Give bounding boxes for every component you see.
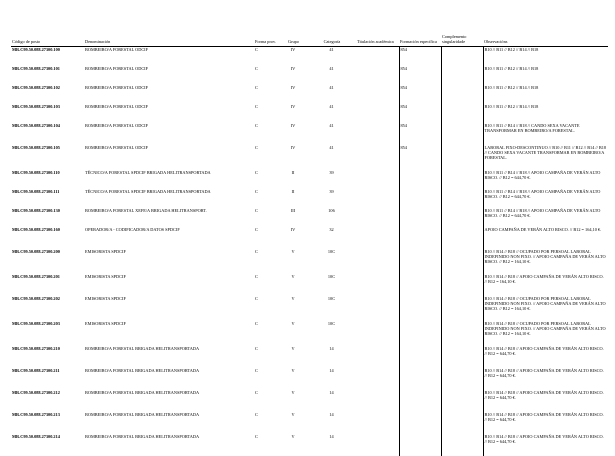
cell-codigo: MR.C99.50.088.27300.212 [12,390,60,396]
cell-codigo: MR.C99.50.088.27300.213 [12,412,60,418]
table-row [11,390,608,412]
table-row [11,104,608,123]
cell-categoria: 14 [329,434,334,440]
cell-observacions: B10 // B11 // B12 // B14 // B18 [484,47,539,53]
cell-codigo: MR.C99.50.088.27300.110 [12,170,60,176]
cell-complemento [441,346,483,368]
cell-denominacion: BOMBEIRO/A FORESTAL ODCIF [85,85,149,91]
cell-denominacion: OPERADOR/A - CODIFICADOR/A DATOS SPDCIF [85,227,180,233]
cell-grupo: II [291,170,295,176]
cell-codigo: MR.C99.50.088.27300.111 [12,189,60,195]
cell-formacion [399,189,441,208]
table-row [11,321,608,346]
cell-titulacion [356,170,399,189]
cell-formacion [399,412,441,434]
cell-categoria: 41 [329,123,334,129]
cell-denominacion: BOMBEIRO/A FORESTAL ODCIF [85,66,149,72]
cell-formacion [399,321,441,346]
cell-forma-prov: C [255,249,258,255]
cell-grupo: V [291,249,295,255]
cell-complemento [441,208,483,227]
table-row [11,47,608,67]
cell-categoria: 39 [329,189,334,195]
cell-titulacion [356,346,399,368]
cell-formacion [399,434,441,456]
cell-titulacion [356,274,399,296]
table-row [11,66,608,85]
cell-categoria: 10C [327,321,336,327]
cell-forma-prov: C [255,434,258,440]
cell-denominacion: BOMBEIRO/A FORESTAL ODCIF [85,47,149,53]
cell-categoria: 41 [329,145,334,151]
cell-observacions: B10 // B11 // B12 // B14 // B18 [484,104,539,110]
table-row [11,123,608,145]
table-row [11,85,608,104]
cell-titulacion [356,249,399,274]
cell-forma-prov: C [255,346,258,352]
cell-observacions: B10 // B14 // B18 // APOIO CAMPAÑA DE VERÁN ALTO RISCO. // B12 = 644,70 €. [484,390,604,401]
cell-complemento [441,390,483,412]
table-row [11,412,608,434]
cell-categoria: 14 [329,390,334,396]
table-row [11,208,608,227]
cell-codigo: MR.C99.50.088.27300.202 [12,296,60,302]
table-row [11,346,608,368]
cell-complemento [441,170,483,189]
cell-denominacion: EMISORISTA SPDCIF [85,249,126,255]
cell-observacions: B10 // B14 // B18 // APOIO CAMPAÑA DE VERÁN ALTO RISCO. // B12 = 644,70 €. [484,368,604,379]
cell-codigo: MR.C99.50.088.27300.102 [12,85,60,91]
cell-forma-prov: C [255,145,258,151]
cell-categoria: 32 [329,227,334,233]
cell-grupo: IV [290,47,296,53]
cell-forma-prov: C [255,321,258,327]
table-row [11,145,608,170]
cell-complemento [441,123,483,145]
cell-denominacion: BOMBEIRO/A FORESTAL BRIGADA HELITRANSPORTADA [85,346,200,352]
cell-codigo: MR.C99.50.088.27300.160 [12,227,60,233]
cell-titulacion [356,47,399,67]
cell-formacion: 854 [399,66,441,85]
cell-denominacion: BOMBEIRO/A FORESTAL ODCIF [85,123,149,129]
cell-titulacion [356,123,399,145]
cell-forma-prov: C [255,368,258,374]
cell-denominacion: BOMBEIRO/A FORESTAL BRIGADA HELITRANSPORTADA [85,434,200,440]
cell-denominacion: BOMBEIRO/A FORESTAL ODCIF [85,145,149,151]
cell-denominacion: TÉCNICO/A FORESTAL SPDCIF BRIGADA HELITRANSPORTADA [85,189,211,195]
table-row [11,249,608,274]
header-observacions: Observacións [483,34,608,47]
cell-titulacion [356,85,399,104]
cell-grupo: V [291,346,295,352]
cell-denominacion: EMISORISTA SPDCIF [85,321,126,327]
cell-denominacion: BOMBEIRO/A FORESTAL BRIGADA HELITRANSPORTADA [85,412,200,418]
cell-codigo: MR.C99.50.088.27300.211 [12,368,60,374]
table-header-row [11,34,608,47]
cell-categoria: 10C [327,274,336,280]
cell-denominacion: BOMBEIRO/A FORESTAL BRIGADA HELITRANSPORTADA [85,368,200,374]
cell-categoria: 14 [329,346,334,352]
cell-observacions: B10 // B14 // B18 // OCUPADO POR PERSOAL LABORAL INDEFINIDO NON FIXO. // APOIO CAMPAÑA DE VERÁN ALTO RISCO. // B12 = 164,10 €. [484,249,606,265]
cell-complemento [441,66,483,85]
cell-observacions: B10 // B11 // B12 // B14 // B18 [484,85,539,91]
cell-titulacion [356,145,399,170]
cell-forma-prov: C [255,123,258,129]
header-titulacion: Titulación académica [356,34,399,47]
cell-observacions: B10 // B11 // B14 // B18 // APOIO CAMPAÑA DE VERÁN ALTO RISCO. // B12 = 644,70 €. [484,170,601,181]
cell-grupo: V [291,296,295,302]
cell-complemento [441,47,483,67]
cell-codigo: MR.C99.50.088.27300.100 [12,47,60,53]
cell-categoria: 39 [329,170,334,176]
cell-titulacion [356,321,399,346]
cell-formacion [399,368,441,390]
cell-codigo: MR.C99.50.088.27300.200 [12,249,60,255]
cell-complemento [441,227,483,249]
cell-formacion [399,249,441,274]
cell-formacion: 854 [399,47,441,67]
cell-grupo: V [291,274,295,280]
cell-formacion: 854 [399,123,441,145]
cell-forma-prov: C [255,85,258,91]
cell-codigo: MR.C99.50.088.27300.214 [12,434,60,440]
cell-observacions: B10 // B14 // B18 // OCUPADO POR PERSOAL LABORAL INDEFINIDO NON FIXO. // APOIO CAMPAÑA DE VERÁN ALTO RISCO. // B12 = 164,10 €. [484,321,606,337]
cell-forma-prov: C [255,66,258,72]
cell-complemento [441,189,483,208]
cell-grupo: IV [290,104,296,110]
cell-denominacion: BOMBEIRO/A FORESTAL XEFE/A BRIGADA HELITRANSPORT. [85,208,207,214]
cell-complemento [441,296,483,321]
table-row [11,434,608,456]
positions-table [11,34,608,456]
cell-formacion: 854 [399,85,441,104]
header-codigo: Código de posto [11,34,84,47]
cell-grupo: V [291,390,295,396]
cell-categoria: 14 [329,412,334,418]
cell-formacion: 854 [399,104,441,123]
cell-codigo: MR.C99.50.088.27300.210 [12,346,60,352]
cell-forma-prov: C [255,189,258,195]
cell-forma-prov: C [255,227,258,233]
cell-categoria: 41 [329,66,334,72]
table-row [11,189,608,208]
cell-titulacion [356,412,399,434]
cell-complemento [441,104,483,123]
cell-grupo: V [291,321,295,327]
cell-codigo: MR.C99.50.088.27300.201 [12,274,60,280]
header-complemento: Complemento singularidade [441,34,483,47]
cell-formacion [399,208,441,227]
cell-denominacion: BOMBEIRO/A FORESTAL BRIGADA HELITRANSPORTADA [85,390,200,396]
cell-formacion: 854 [399,145,441,170]
cell-observacions: LABORAL FIXO-DESCONTINUO // B10 // B11 // B12 // B14 // B18 // CANDO SEXA VACANTE TRANSFORMAR EN BOMBEIRO/A FORESTAL. [484,145,607,161]
cell-complemento [441,434,483,456]
table-row [11,368,608,390]
cell-forma-prov: C [255,296,258,302]
table-row [11,274,608,296]
cell-categoria: 106 [328,208,335,214]
cell-titulacion [356,104,399,123]
header-categoria: Categoría [307,34,356,47]
cell-codigo: MR.C99.50.088.27300.203 [12,321,60,327]
cell-formacion [399,346,441,368]
header-formacion: Formación específica [399,34,441,47]
cell-titulacion [356,208,399,227]
cell-titulacion [356,296,399,321]
cell-titulacion [356,227,399,249]
cell-complemento [441,412,483,434]
cell-complemento [441,321,483,346]
header-forma-prov: Forma prov. [254,34,279,47]
cell-complemento [441,368,483,390]
cell-forma-prov: C [255,170,258,176]
table-row [11,227,608,249]
header-denominacion: Denominación [84,34,254,47]
cell-codigo: MR.C99.50.088.27300.105 [12,145,60,151]
cell-formacion [399,227,441,249]
cell-denominacion: BOMBEIRO/A FORESTAL ODCIF [85,104,149,110]
cell-observacions: B10 // B14 // B18 // APOIO CAMPAÑA DE VERÁN ALTO RISCO. // B12 = 644,70 €. [484,346,604,357]
cell-forma-prov: C [255,104,258,110]
cell-forma-prov: C [255,208,258,214]
cell-observacions: APOIO CAMPAÑA DE VERÁN ALTO RISCO. // B12 = 164,10 €. [484,227,602,233]
cell-complemento [441,145,483,170]
cell-grupo: IV [290,85,296,91]
cell-categoria: 10C [327,296,336,302]
cell-codigo: MR.C99.50.088.27300.103 [12,104,60,110]
cell-formacion [399,274,441,296]
cell-formacion [399,296,441,321]
cell-observacions: B10 // B14 // B18 // OCUPADO POR PERSOAL LABORAL INDEFINIDO NON FIXO. // APOIO CAMPAÑA DE VERÁN ALTO RISCO. // B12 = 164,10 €. [484,296,606,312]
cell-grupo: V [291,434,295,440]
cell-categoria: 41 [329,47,334,53]
cell-forma-prov: C [255,390,258,396]
cell-complemento [441,274,483,296]
cell-categoria: 10C [327,249,336,255]
cell-forma-prov: C [255,274,258,280]
cell-complemento [441,85,483,104]
cell-categoria: 41 [329,104,334,110]
cell-titulacion [356,390,399,412]
cell-forma-prov: C [255,412,258,418]
cell-grupo: IV [290,227,296,233]
cell-observacions: B10 // B11 // B12 // B14 // B18 [484,66,539,72]
cell-titulacion [356,434,399,456]
cell-denominacion: EMISORISTA SPDCIF [85,296,126,302]
cell-observacions: B10 // B11 // B14 // B18 // APOIO CAMPAÑA DE VERÁN ALTO RISCO. // B12 = 644,70 €. [484,189,601,200]
cell-titulacion [356,66,399,85]
cell-denominacion: TÉCNICO/A FORESTAL SPDCIF BRIGADA HELITRANSPORTADA [85,170,211,176]
cell-titulacion [356,368,399,390]
cell-codigo: MR.C99.50.088.27300.130 [12,208,60,214]
cell-observacions: B10 // B14 // B18 // APOIO CAMPAÑA DE VERÁN ALTO RISCO. // B12 = 644,70 €. [484,434,604,445]
cell-grupo: IV [290,66,296,72]
cell-formacion [399,390,441,412]
cell-observacions: B10 // B11 // B14 // B18 // CANDO SEXA VACANTE TRANSFORMAR EN BOMBEIRO/A FORESTAL. [484,123,580,134]
cell-grupo: V [291,368,295,374]
table-row [11,296,608,321]
cell-codigo: MR.C99.50.088.27300.104 [12,123,60,129]
cell-grupo: IV [290,123,296,129]
table-row [11,170,608,189]
cell-titulacion [356,189,399,208]
cell-categoria: 14 [329,368,334,374]
cell-formacion [399,170,441,189]
cell-complemento [441,249,483,274]
cell-denominacion: EMISORISTA SPDCIF [85,274,126,280]
cell-grupo: V [291,412,295,418]
cell-categoria: 41 [329,85,334,91]
cell-observacions: B10 // B14 // B18 // APOIO CAMPAÑA DE VERÁN ALTO RISCO. // B12 = 644,70 €. [484,412,604,423]
cell-grupo: III [290,208,296,214]
cell-observacions: B10 // B11 // B14 // B18 // APOIO CAMPAÑA DE VERÁN ALTO RISCO. // B12 = 644,70 €. [484,208,601,219]
cell-forma-prov: C [255,47,258,53]
header-grupo: Grupo [279,34,307,47]
cell-grupo: II [291,189,295,195]
cell-codigo: MR.C99.50.088.27300.101 [12,66,60,72]
cell-grupo: IV [290,145,296,151]
cell-observacions: B10 // B14 // B18 // APOIO CAMPAÑA DE VERÁN ALTO RISCO. // B12 = 164,10 €. [484,274,604,285]
